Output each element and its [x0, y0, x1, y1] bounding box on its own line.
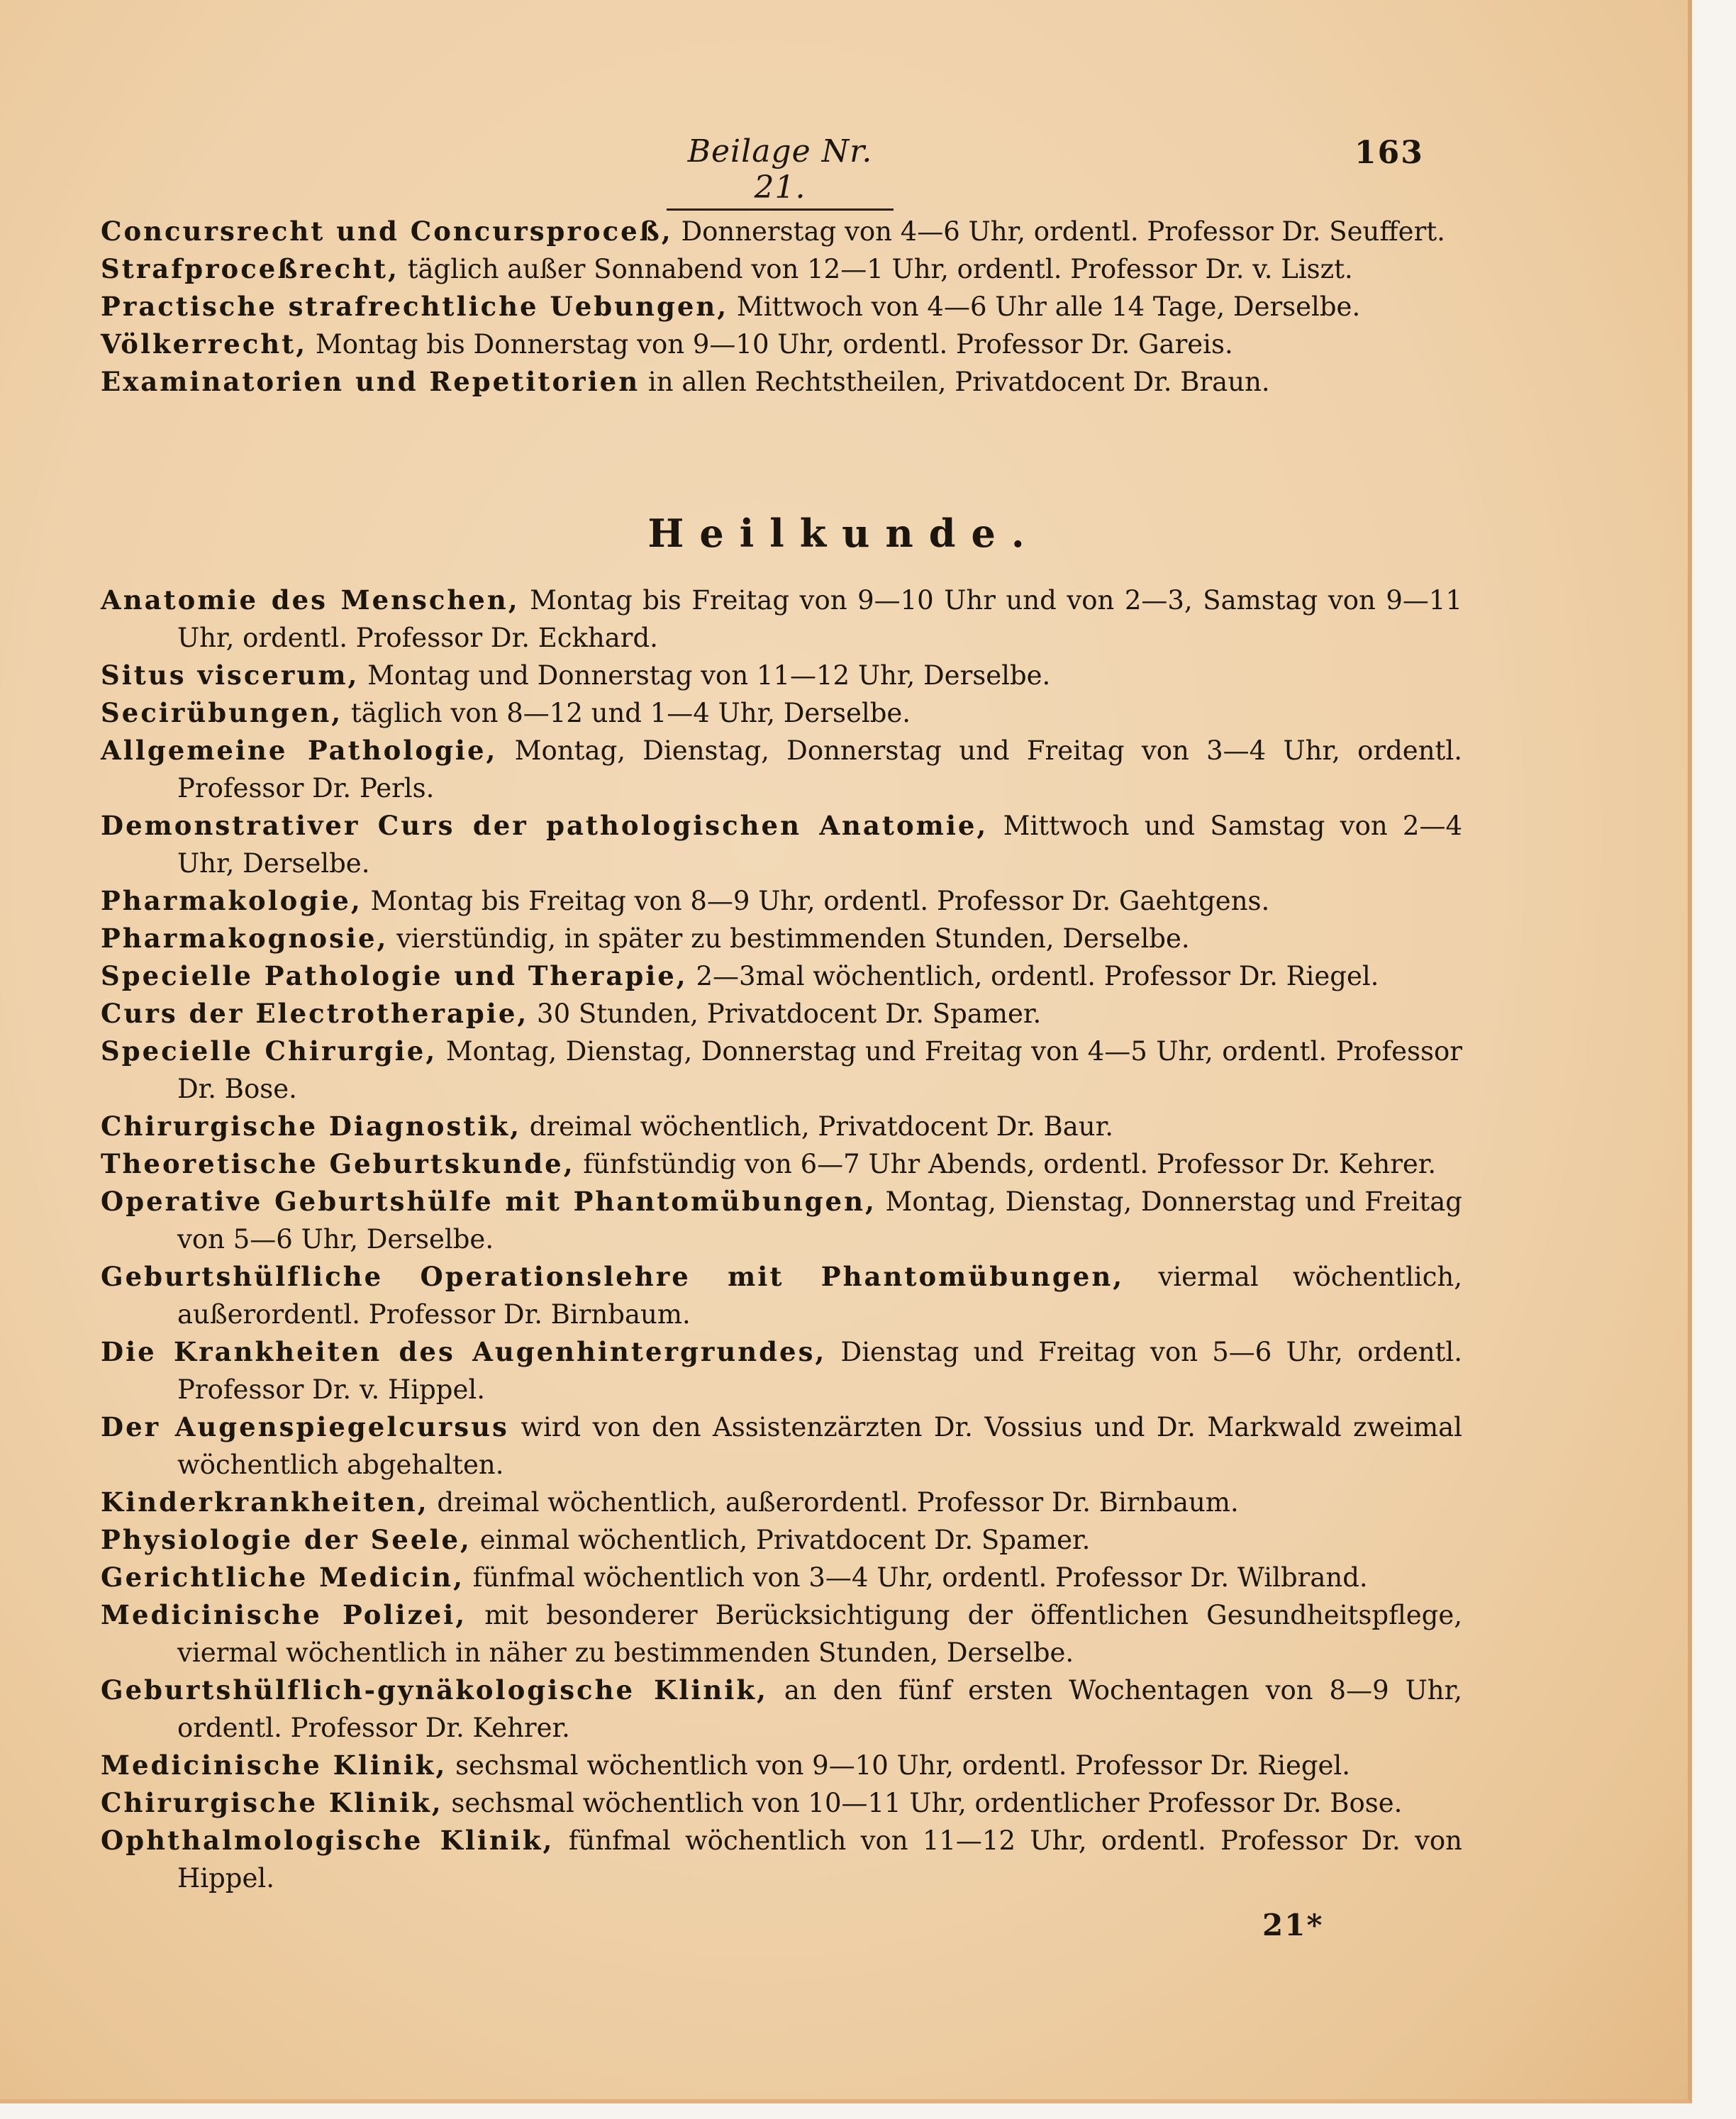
course-details: viermal wöchentlich, außerordentl. Professor Dr. Birnbaum. — [177, 1262, 1463, 1330]
course-title: Pharmakologie, — [101, 885, 362, 916]
course-title: Kinderkrankheiten, — [101, 1486, 429, 1518]
course-title: Curs der Electrotherapie, — [101, 998, 529, 1029]
medicine-section — [101, 582, 1462, 1897]
course-title: Chirurgische Klinik, — [101, 1787, 443, 1818]
course-entry — [101, 882, 1462, 920]
course-details: Montag bis Freitag von 9—10 Uhr und von 2—3, Samstag von 9—11 Uhr, ordentl. Professor Dr. Eckhard. — [177, 585, 1462, 653]
course-entry — [101, 807, 1462, 882]
course-title: Situs viscerum, — [101, 660, 360, 691]
course-title: Völkerrecht, — [101, 328, 308, 360]
page-number: 163 — [1354, 135, 1424, 171]
course-details: Donnerstag von 4—6 Uhr, ordentl. Professor Dr. Seuffert. — [681, 216, 1445, 247]
course-title: Strafproceßrecht, — [101, 253, 399, 284]
course-title: Medicinische Polizei, — [101, 1599, 467, 1630]
course-title: Geburtshülflich-gynäkologische Klinik, — [101, 1674, 768, 1706]
course-entry — [101, 1822, 1462, 1897]
course-title: Anatomie des Menschen, — [101, 584, 520, 616]
course-details: 30 Stunden, Privatdocent Dr. Spamer. — [537, 999, 1042, 1029]
course-entry — [101, 1559, 1462, 1596]
course-title: Der Augenspiegelcursus — [101, 1411, 509, 1442]
course-title: Demonstrativer Curs der pathologischen Anatomie, — [101, 810, 989, 841]
course-details: Montag, Dienstag, Donnerstag und Freitag von 3—4 Uhr, ordentl. Professor Dr. Perls. — [177, 735, 1462, 803]
course-entry — [101, 957, 1462, 995]
course-title: Theoretische Geburtskunde, — [101, 1148, 575, 1179]
section-heading: Heilkunde. — [647, 511, 1040, 556]
course-entry — [101, 920, 1462, 957]
course-title: Specielle Pathologie und Therapie, — [101, 960, 688, 991]
law-entry-list — [101, 213, 1462, 401]
course-title: Medicinische Klinik, — [101, 1750, 447, 1781]
course-details: Montag bis Donnerstag von 9—10 Uhr, ordentl. Professor Dr. Gareis. — [315, 329, 1233, 360]
course-title: Specielle Chirurgie, — [101, 1035, 438, 1067]
course-title: Chirurgische Diagnostik, — [101, 1111, 521, 1142]
course-title: Physiologie der Seele, — [101, 1524, 472, 1555]
law-section — [101, 213, 1462, 401]
course-details: dreimal wöchentlich, Privatdocent Dr. Baur. — [529, 1111, 1113, 1142]
course-entry — [101, 1333, 1462, 1408]
course-details: Mittwoch und Samstag von 2—4 Uhr, Derselbe. — [177, 811, 1463, 879]
course-details: fünfmal wöchentlich von 3—4 Uhr, ordentl. Professor Dr. Wilbrand. — [472, 1562, 1368, 1593]
course-title: Operative Geburtshülfe mit Phantomübungen, — [101, 1186, 877, 1217]
course-title: Geburtshülfliche Operationslehre mit Phantomübungen, — [101, 1261, 1125, 1292]
course-title: Concursrecht und Concursproceß, — [101, 216, 673, 247]
course-entry — [101, 250, 1462, 288]
course-details: fünfstündig von 6—7 Uhr Abends, ordentl. Professor Dr. Kehrer. — [583, 1149, 1437, 1179]
course-title: Ophthalmologische Klinik, — [101, 1825, 555, 1856]
course-entry — [101, 1183, 1462, 1258]
course-details: Montag, Dienstag, Donnerstag und Freitag von 5—6 Uhr, Derselbe. — [177, 1186, 1462, 1255]
course-title: Gerichtliche Medicin, — [101, 1562, 464, 1593]
course-details: Montag bis Freitag von 8—9 Uhr, ordentl. Professor Dr. Gaehtgens. — [370, 886, 1270, 916]
course-details: dreimal wöchentlich, außerordentl. Professor Dr. Birnbaum. — [437, 1487, 1239, 1518]
course-entry — [101, 213, 1462, 250]
page-header — [0, 133, 1688, 206]
course-entry — [101, 1747, 1462, 1784]
course-details: in allen Rechtstheilen, Privatdocent Dr. Braun. — [647, 367, 1270, 397]
course-entry — [101, 1596, 1462, 1672]
course-details: Montag und Donnerstag von 11—12 Uhr, Derselbe. — [367, 660, 1051, 691]
course-details: wird von den Assistenzärzten Dr. Vossius und Dr. Markwald zweimal wöchentlich abgehalten. — [177, 1412, 1462, 1480]
course-title: Die Krankheiten des Augenhintergrundes, — [101, 1336, 827, 1367]
course-entry — [101, 1784, 1462, 1822]
course-entry — [101, 732, 1462, 807]
sheet-signature: 21* — [1262, 1908, 1324, 1942]
course-entry — [101, 1521, 1462, 1559]
course-title: Allgemeine Pathologie, — [101, 735, 498, 766]
course-details: sechsmal wöchentlich von 10—11 Uhr, ordentlicher Professor Dr. Bose. — [451, 1788, 1403, 1818]
course-details: einmal wöchentlich, Privatdocent Dr. Spamer. — [479, 1525, 1091, 1555]
course-details: sechsmal wöchentlich von 9—10 Uhr, ordentl. Professor Dr. Riegel. — [455, 1750, 1351, 1781]
course-details: Mittwoch von 4—6 Uhr alle 14 Tage, Derselbe. — [736, 291, 1361, 322]
course-entry — [101, 1145, 1462, 1183]
course-details: Dienstag und Freitag von 5—6 Uhr, ordentl. Professor Dr. v. Hippel. — [177, 1337, 1462, 1405]
course-entry — [101, 1672, 1462, 1747]
course-entry — [101, 582, 1462, 657]
course-entry — [101, 363, 1462, 401]
course-entry — [101, 1258, 1462, 1333]
course-title: Pharmakognosie, — [101, 923, 389, 954]
course-details: täglich von 8—12 und 1—4 Uhr, Derselbe. — [350, 698, 911, 728]
course-entry — [101, 657, 1462, 694]
course-entry — [101, 1484, 1462, 1521]
course-entry — [101, 1108, 1462, 1145]
course-entry — [101, 288, 1462, 326]
course-details: Montag, Dienstag, Donnerstag und Freitag von 4—5 Uhr, ordentl. Professor Dr. Bose. — [177, 1036, 1462, 1104]
course-entry — [101, 694, 1462, 732]
course-entry — [101, 1408, 1462, 1484]
course-title: Examinatorien und Repetitorien — [101, 366, 640, 397]
running-title: Beilage Nr. 21. — [667, 133, 894, 211]
course-entry — [101, 995, 1462, 1033]
course-details: vierstündig, in später zu bestimmenden Stunden, Derselbe. — [396, 923, 1190, 954]
course-entry — [101, 326, 1462, 363]
course-title: Secirübungen, — [101, 697, 343, 728]
course-details: fünfmal wöchentlich von 11—12 Uhr, ordentl. Professor Dr. von Hippel. — [177, 1825, 1462, 1893]
course-details: 2—3mal wöchentlich, ordentl. Professor Dr. Riegel. — [696, 961, 1379, 991]
course-title: Practische strafrechtliche Uebungen, — [101, 291, 729, 322]
medicine-entry-list — [101, 582, 1462, 1897]
course-details: täglich außer Sonnabend von 12—1 Uhr, ordentl. Professor Dr. v. Liszt. — [407, 254, 1353, 284]
course-entry — [101, 1033, 1462, 1108]
course-details: mit besonderer Berücksichtigung der öffentlichen Gesundheitspflege, viermal wöchentlich in näher zu bestimmenden Stunden, Derselbe. — [177, 1600, 1462, 1668]
course-details: an den fünf ersten Wochentagen von 8—9 Uhr, ordentl. Professor Dr. Kehrer. — [177, 1675, 1462, 1743]
